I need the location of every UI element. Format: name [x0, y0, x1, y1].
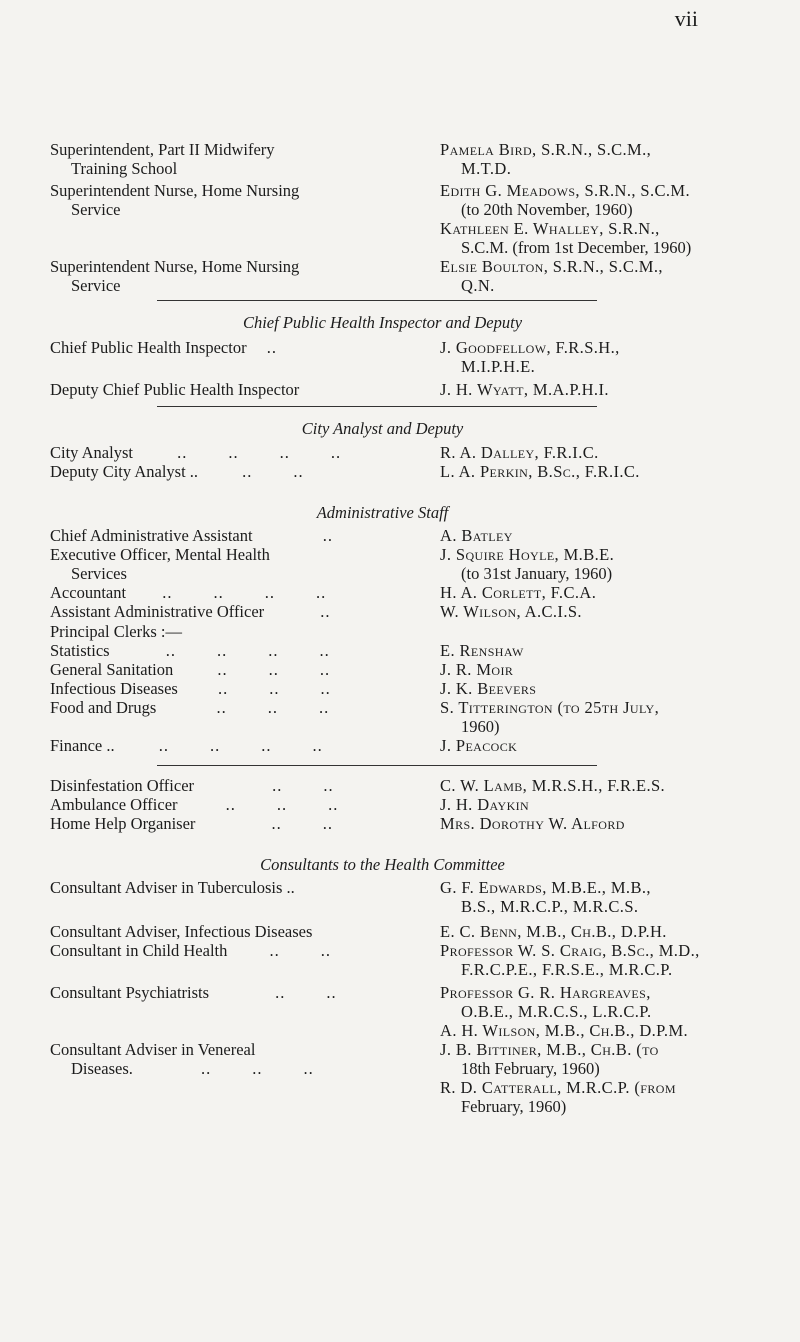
role-label: Services [71, 564, 127, 583]
role-label: Chief Administrative Assistant [50, 526, 253, 545]
page-number: vii [674, 6, 698, 31]
entry-ambulance-officer [50, 795, 715, 814]
person-name: Pamela Bird, S.R.N., S.C.M., [440, 140, 652, 159]
entry-home-nursing-superintendent [50, 181, 715, 257]
entry-city-analyst [50, 443, 715, 462]
person-name: Kathleen E. Whalley, S.R.N., [440, 219, 660, 238]
person-name: O.B.E., M.R.C.S., L.R.C.P. [461, 1002, 652, 1021]
entry-chief-phi [50, 338, 715, 376]
entry-clerk-finance [50, 736, 715, 755]
person-name: J. Squire Hoyle, M.B.E. [440, 545, 615, 564]
section-heading-consultants: Consultants to the Health Committee [260, 855, 505, 874]
section-heading-analyst: City Analyst and Deputy [301, 419, 464, 438]
leader-dots: .. .. .. [217, 679, 331, 698]
leader-dots: .. .. .. [200, 1059, 314, 1078]
role-label: Superintendent, Part II Midwifery [50, 140, 275, 159]
entry-chief-admin-assistant [50, 526, 715, 545]
person-name: M.I.P.H.E. [461, 357, 536, 376]
person-name: M.T.D. [461, 159, 512, 178]
section-heading-phi: Chief Public Health Inspector and Deputy [242, 313, 523, 332]
entry-midwifery-superintendent [50, 140, 715, 178]
role-label: Service [71, 276, 121, 295]
entry-clerk-statistics [50, 641, 715, 660]
leader-dots: .. .. .. [225, 795, 339, 814]
person-name: Professor G. R. Hargreaves, [440, 983, 651, 1002]
person-name: (to 31st January, 1960) [461, 564, 613, 583]
leader-dots: .. .. [269, 941, 331, 960]
person-name: Edith G. Meadows, S.R.N., S.C.M. [440, 181, 691, 200]
person-name: J. Peacock [440, 736, 518, 755]
role-label: City Analyst [50, 443, 133, 462]
entry-home-nursing-superintendent-2 [50, 257, 715, 295]
leader-dots: .. .. [272, 776, 334, 795]
leader-dots: .. [266, 338, 277, 357]
role-label: General Sanitation [50, 660, 174, 679]
role-label: Deputy Chief Public Health Inspector [50, 380, 300, 399]
entry-consultant-child-health [50, 941, 715, 979]
entry-consultant-venereal [50, 1040, 715, 1116]
person-name: A. Batley [440, 526, 513, 545]
role-label: Assistant Administrative Officer [50, 602, 265, 621]
section-divider [157, 765, 597, 766]
person-name: A. H. Wilson, M.B., Ch.B., D.P.M. [440, 1021, 689, 1040]
section-divider [157, 300, 597, 301]
role-label: Consultant Psychiatrists [50, 983, 210, 1002]
leader-dots: .. [320, 602, 331, 621]
role-label: Consultant in Child Health [50, 941, 228, 960]
entry-clerk-food [50, 698, 715, 736]
person-name: (to 20th November, 1960) [461, 200, 633, 219]
leader-dots: .. .. .. .. [158, 736, 323, 755]
person-name: Professor W. S. Craig, B.Sc., M.D., [440, 941, 700, 960]
person-name: E. Renshaw [440, 641, 524, 660]
role-label: Infectious Diseases [50, 679, 178, 698]
role-label: Ambulance Officer [50, 795, 178, 814]
role-label: Executive Officer, Mental Health [50, 545, 270, 564]
role-label: Consultant Adviser in Tuberculosis .. [50, 878, 295, 897]
person-name: 1960) [461, 717, 500, 736]
entry-deputy-phi [50, 380, 715, 399]
entry-consultant-tb [50, 878, 715, 916]
person-name: J. K. Beevers [440, 679, 537, 698]
person-name: F.R.C.P.E., F.R.S.E., M.R.C.P. [461, 960, 673, 979]
role-label: Consultant Adviser in Venereal [50, 1040, 256, 1059]
person-name: Elsie Boulton, S.R.N., S.C.M., [440, 257, 663, 276]
role-label: Food and Drugs [50, 698, 157, 717]
person-name: B.S., M.R.C.P., M.R.C.S. [461, 897, 639, 916]
person-name: Q.N. [461, 276, 495, 295]
person-name: J. H. Wyatt, M.A.P.H.I. [440, 380, 609, 399]
role-label: Deputy City Analyst .. [50, 462, 199, 481]
entry-executive-officer [50, 545, 715, 583]
entry-clerk-sanitation [50, 660, 715, 679]
person-name: J. B. Bittiner, M.B., Ch.B. (to [440, 1040, 659, 1059]
leader-dots: .. .. .. .. [162, 583, 327, 602]
entry-consultant-psychiatrists [50, 983, 715, 1040]
leader-dots: .. [322, 526, 333, 545]
entry-deputy-analyst [50, 462, 715, 481]
role-label: Finance .. [50, 736, 115, 755]
person-name: Mrs. Dorothy W. Alford [440, 814, 625, 833]
leader-dots: .. .. .. .. [177, 443, 342, 462]
person-name: 18th February, 1960) [461, 1059, 600, 1078]
leader-dots: .. .. .. [216, 698, 330, 717]
staff-listing [50, 140, 715, 1116]
person-name: S.C.M. (from 1st December, 1960) [461, 238, 692, 257]
role-label: Training School [71, 159, 178, 178]
role-label: Accountant [50, 583, 127, 602]
leader-dots: .. .. .. [217, 660, 331, 679]
entry-clerk-infectious [50, 679, 715, 698]
leader-dots: .. .. [242, 462, 304, 481]
person-name: J. H. Daykin [440, 795, 530, 814]
entry-consultant-infectious [50, 922, 715, 941]
person-name: J. Goodfellow, F.R.S.H., [440, 338, 620, 357]
role-label: Diseases. [71, 1059, 133, 1078]
role-label: Superintendent Nurse, Home Nursing [50, 257, 300, 276]
principal-clerks-label: Principal Clerks :— [50, 622, 182, 641]
person-name: R. D. Catterall, M.R.C.P. (from [440, 1078, 676, 1097]
role-label: Service [71, 200, 121, 219]
role-label: Consultant Adviser, Infectious Diseases [50, 922, 313, 941]
person-name: R. A. Dalley, F.R.I.C. [440, 443, 599, 462]
person-name: H. A. Corlett, F.C.A. [440, 583, 597, 602]
entry-disinfestation-officer [50, 776, 715, 795]
entry-home-help-organiser [50, 814, 715, 833]
role-label: Chief Public Health Inspector [50, 338, 247, 357]
person-name: February, 1960) [461, 1097, 567, 1116]
person-name: E. C. Benn, M.B., Ch.B., D.P.H. [440, 922, 667, 941]
section-divider [157, 406, 597, 407]
entry-accountant [50, 583, 715, 602]
leader-dots: .. .. [275, 983, 337, 1002]
leader-dots: .. .. .. .. [165, 641, 330, 660]
person-name: S. Titterington (to 25th July, [440, 698, 660, 717]
person-name: W. Wilson, A.C.I.S. [440, 602, 582, 621]
person-name: L. A. Perkin, B.Sc., F.R.I.C. [440, 462, 640, 481]
role-label: Disinfestation Officer [50, 776, 195, 795]
section-heading-admin: Administrative Staff [316, 503, 449, 522]
entry-assistant-admin-officer [50, 602, 715, 621]
leader-dots: .. .. [271, 814, 334, 833]
person-name: C. W. Lamb, M.R.S.H., F.R.E.S. [440, 776, 666, 795]
role-label: Home Help Organiser [50, 814, 196, 833]
role-label: Superintendent Nurse, Home Nursing [50, 181, 300, 200]
person-name: G. F. Edwards, M.B.E., M.B., [440, 878, 651, 897]
person-name: J. R. Moir [440, 660, 514, 679]
role-label: Statistics [50, 641, 110, 660]
